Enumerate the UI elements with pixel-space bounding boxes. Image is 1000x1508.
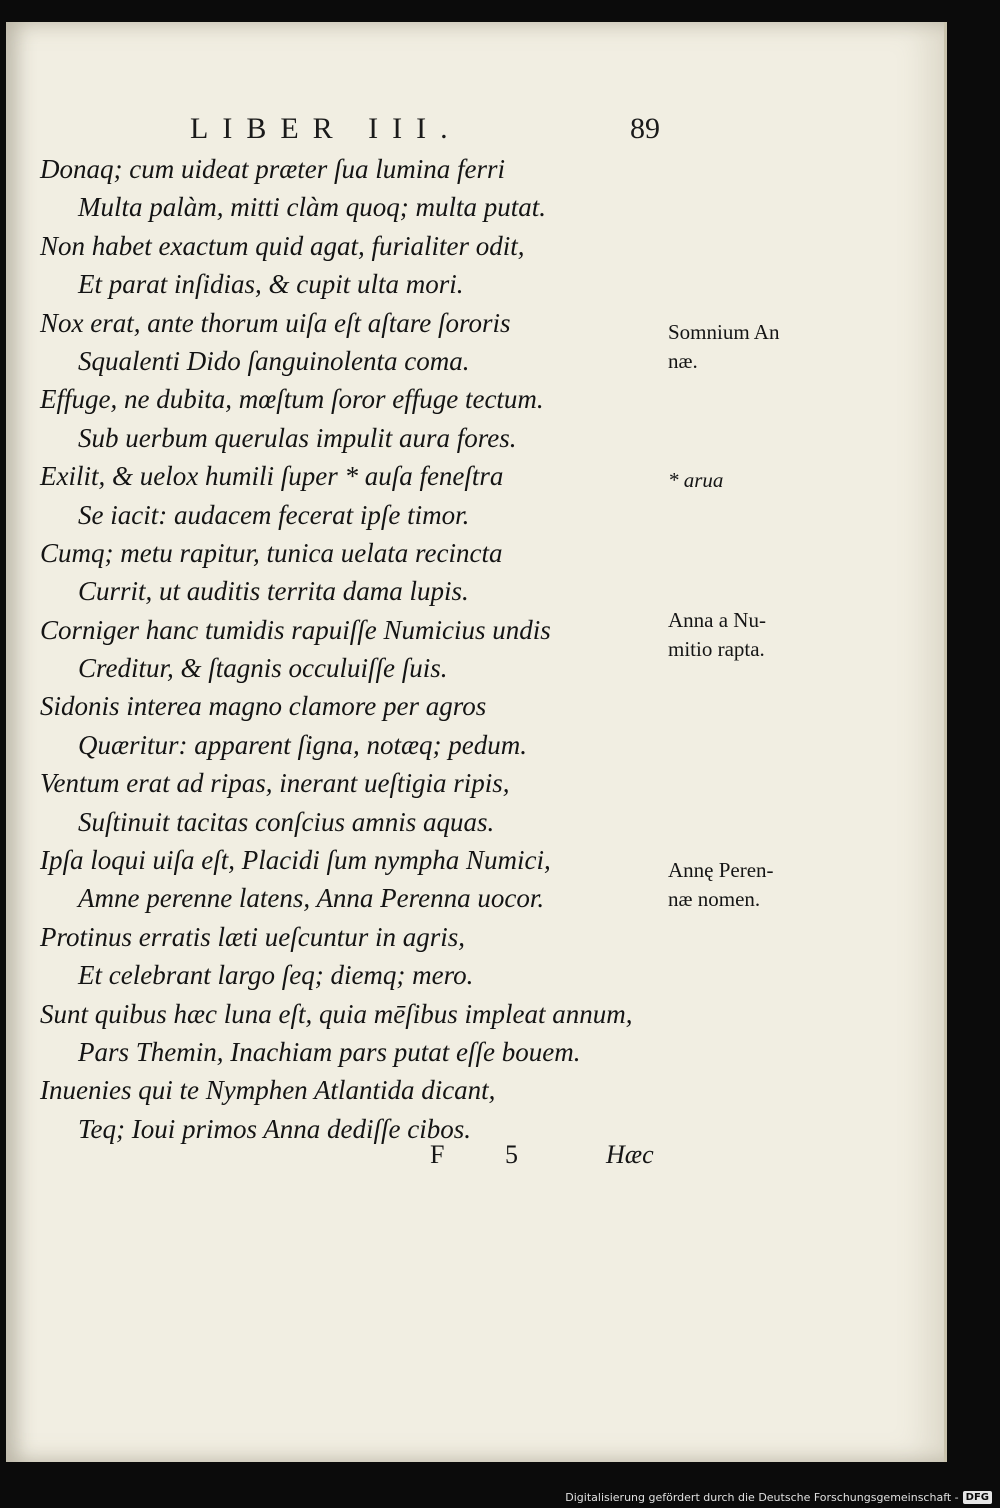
verse-line: Sub uerbum querulas impulit aura fores. xyxy=(78,422,517,453)
verse-text xyxy=(40,150,680,1148)
verse-line: Nox erat, ante thorum uiſa eſt aſtare ſororis xyxy=(40,307,511,338)
verse-line: Pars Themin, Inachiam pars putat eſſe bouem. xyxy=(78,1036,581,1067)
page-number: 89 xyxy=(630,112,660,145)
digitization-credit-text: Digitalisierung gefördert durch die Deutsche Forschungsgemeinschaft - xyxy=(565,1491,959,1504)
margin-note-line: mitio rapta. xyxy=(668,637,765,661)
margin-note-line: Annę Peren- xyxy=(668,858,774,882)
margin-note-somnium xyxy=(668,318,818,376)
verse-line: Et parat inſidias, & cupit ulta mori. xyxy=(78,269,464,300)
verse-line: Amne perenne latens, Anna Perenna uocor. xyxy=(78,883,545,914)
verse-line: Non habet exactum quid agat, furialiter odit, xyxy=(40,230,525,261)
verse-line: Protinus erratis læti ueſcuntur in agris, xyxy=(40,921,466,952)
verse-line: Teq; Ioui primos Anna dediſſe cibos. xyxy=(78,1113,471,1144)
verse-line: Suſtinuit tacitas conſcius amnis aquas. xyxy=(78,806,495,837)
verse-line: Quæritur: apparent ſigna, notæq; pedum. xyxy=(78,729,527,760)
margin-note-line: Somnium An xyxy=(668,320,780,344)
verse-line: Ventum erat ad ripas, inerant ueſtigia ripis, xyxy=(40,768,510,799)
margin-note-line: Anna a Nu- xyxy=(668,608,766,632)
verse-line: Effuge, ne dubita, mœſtum ſoror effuge tectum. xyxy=(40,384,544,415)
signature-letter: F xyxy=(430,1140,445,1169)
verse-line: Exilit, & uelox humili ſuper * auſa feneſtra xyxy=(40,461,504,492)
verse-line: Se iacit: audacem fecerat ipſe timor. xyxy=(78,499,470,530)
verse-line: Sunt quibus hæc luna eſt, quia mēſibus impleat annum, xyxy=(40,998,633,1029)
verse-line: Multa palàm, mitti clàm quoq; multa putat. xyxy=(78,192,546,223)
margin-note-line: * arua xyxy=(668,468,724,492)
verse-line: Et celebrant largo ſeq; diemq; mero. xyxy=(78,960,474,991)
margin-note-line: næ. xyxy=(668,349,698,373)
digitization-credit xyxy=(565,1491,992,1504)
verse-line: Creditur, & ſtagnis occuluiſſe ſuis. xyxy=(78,653,448,684)
margin-note-anna-nomen xyxy=(668,856,818,914)
signature-number: 5 xyxy=(505,1140,518,1169)
catchword: Hæc xyxy=(606,1140,654,1169)
margin-note-anna-rapta xyxy=(668,606,818,664)
verse-line: Currit, ut auditis territa dama lupis. xyxy=(78,576,469,607)
margin-note-arua xyxy=(668,466,818,495)
page-footer xyxy=(430,1140,670,1180)
verse-line: Cumq; metu rapitur, tunica uelata recincta xyxy=(40,537,503,568)
margin-note-line: næ nomen. xyxy=(668,887,761,911)
verse-line: Donaq; cum uideat præter ſua lumina ferri xyxy=(40,154,505,184)
running-head: LIBER III. xyxy=(190,112,462,145)
verse-line: Corniger hanc tumidis rapuiſſe Numicius undis xyxy=(40,614,551,645)
page-header xyxy=(190,112,670,152)
dfg-logo-icon: DFG xyxy=(963,1491,992,1504)
verse-line: Ipſa loqui uiſa eſt, Placidi ſum nympha Numici, xyxy=(40,845,551,876)
verse-line: Inuenies qui te Nymphen Atlantida dicant, xyxy=(40,1075,496,1106)
verse-line: Sidonis interea magno clamore per agros xyxy=(40,691,487,722)
verse-line: Squalenti Dido ſanguinolenta coma. xyxy=(78,345,470,376)
